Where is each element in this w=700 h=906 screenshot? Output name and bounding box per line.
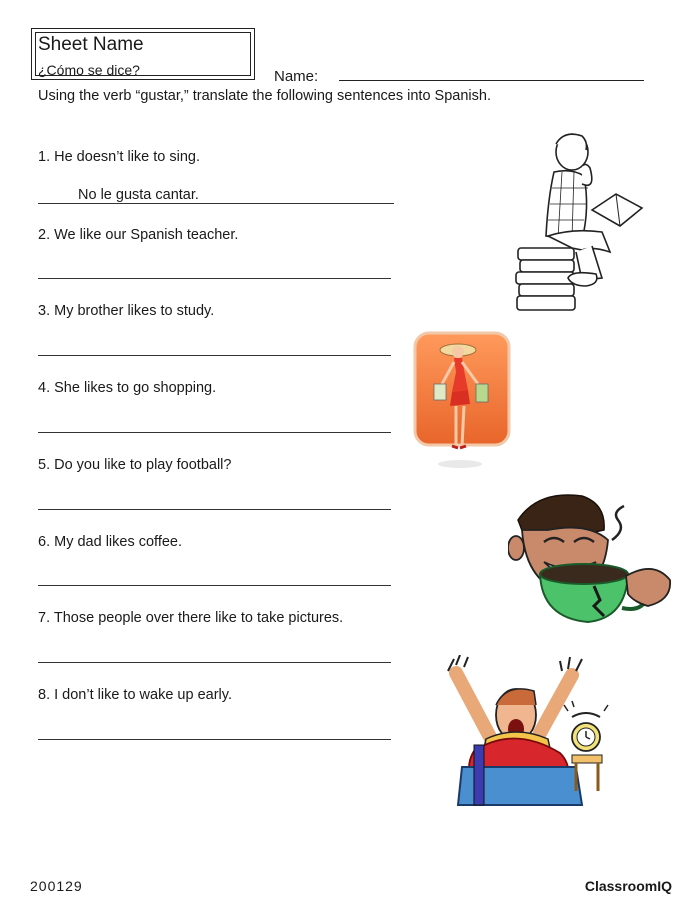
question-1: 1. He doesn’t like to sing. xyxy=(38,149,201,165)
worksheet-code: 200129 xyxy=(30,878,83,894)
sheet-name: Sheet Name xyxy=(38,34,144,55)
man-waking-up-alarm-icon xyxy=(444,655,619,815)
instructions: Using the verb “gustar,” translate the following sentences into Spanish. xyxy=(38,88,491,104)
question-5: 5. Do you like to play football? xyxy=(38,457,232,473)
boy-reading-on-books-icon xyxy=(512,128,647,318)
answer-line-6[interactable] xyxy=(38,585,391,586)
answer-line-2[interactable] xyxy=(38,278,391,279)
answer-line-1[interactable] xyxy=(38,203,394,204)
answer-line-8[interactable] xyxy=(38,739,391,740)
question-4: 4. She likes to go shopping. xyxy=(38,380,217,396)
sheet-subtitle: ¿Cómo se dice? xyxy=(38,62,140,78)
question-6: 6. My dad likes coffee. xyxy=(38,534,183,550)
name-label: Name: xyxy=(274,68,319,85)
question-2: 2. We like our Spanish teacher. xyxy=(38,227,239,243)
answer-line-7[interactable] xyxy=(38,662,391,663)
brand-logo-text: ClassroomIQ xyxy=(584,878,672,894)
woman-shopping-icon xyxy=(412,330,512,472)
name-field-line[interactable] xyxy=(339,80,644,81)
man-drinking-coffee-icon xyxy=(508,490,676,630)
question-8: 8. I don’t like to wake up early. xyxy=(38,687,232,703)
answer-line-4[interactable] xyxy=(38,432,391,433)
answer-1-text: No le gusta cantar. xyxy=(78,187,199,203)
answer-line-3[interactable] xyxy=(38,355,391,356)
question-7: 7. Those people over there like to take pictures. xyxy=(38,610,344,626)
answer-line-5[interactable] xyxy=(38,509,391,510)
question-3: 3. My brother likes to study. xyxy=(38,303,215,319)
